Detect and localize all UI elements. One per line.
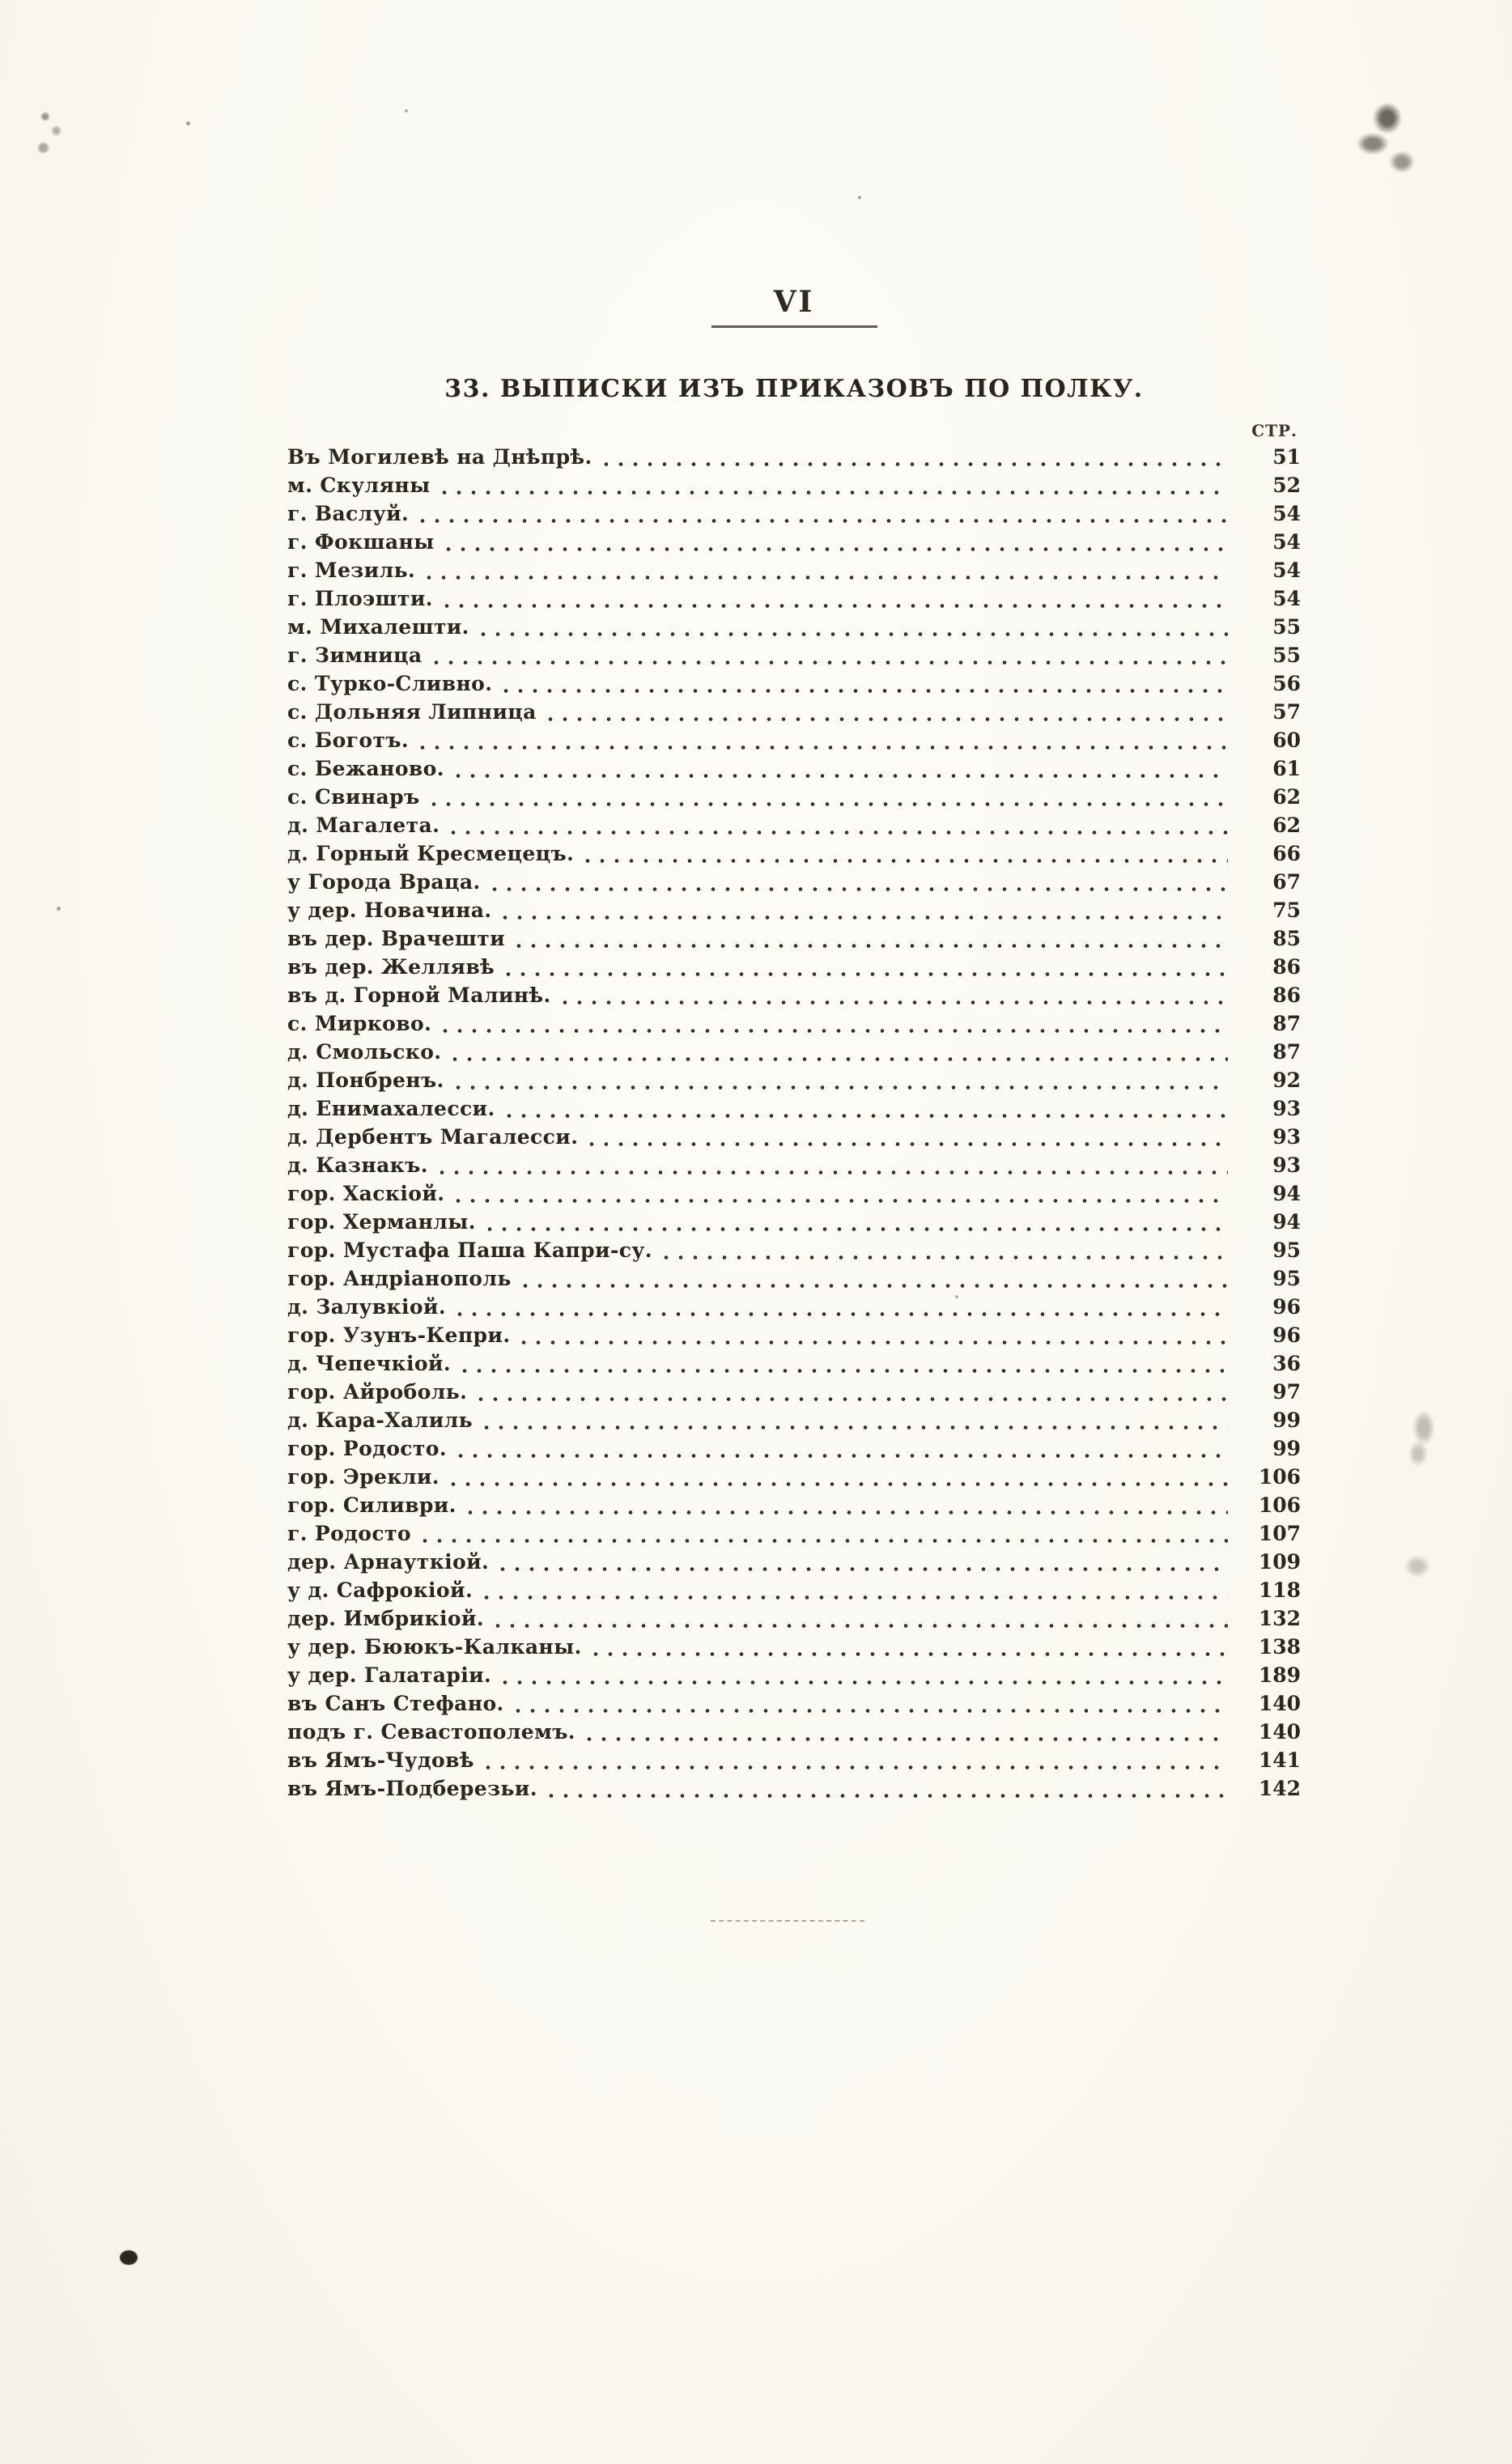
toc-entry-page: 62 bbox=[1272, 785, 1301, 809]
dot-leader bbox=[516, 1709, 1228, 1713]
toc-entry-label: с. Бежаново. bbox=[287, 757, 444, 780]
toc-entry-label: гор. Родосто. bbox=[287, 1437, 447, 1460]
toc-entry-label: въ дер. Врачешти bbox=[287, 927, 506, 950]
toc-row bbox=[287, 1408, 1301, 1437]
toc-row bbox=[287, 1040, 1301, 1068]
toc-row bbox=[287, 1380, 1301, 1408]
toc-entry-label: г. Зимница bbox=[287, 644, 423, 667]
toc-entry-label: въ Ямъ-Чудовѣ bbox=[287, 1748, 474, 1772]
toc-entry-label: дер. Имбрикіой. bbox=[287, 1607, 484, 1630]
dot-leader bbox=[458, 1454, 1228, 1458]
toc-row bbox=[287, 1663, 1301, 1692]
dot-leader bbox=[549, 1794, 1228, 1798]
section-title: 33. ВЫПИСКИ ИЗЪ ПРИКАЗОВЪ ПО ПОЛКУ. bbox=[444, 375, 1144, 403]
toc-entry-page: 61 bbox=[1272, 757, 1301, 780]
page-content bbox=[287, 285, 1301, 1805]
toc-row bbox=[287, 672, 1301, 700]
toc-entry-label: г. Васлуй. bbox=[287, 502, 410, 525]
dot-leader bbox=[484, 1595, 1228, 1599]
toc-entry-label: у д. Сафрокіой. bbox=[287, 1578, 474, 1602]
dot-leader bbox=[486, 1765, 1228, 1769]
toc-entry-page: 66 bbox=[1272, 842, 1301, 865]
toc-entry-label: м. Михалешти. bbox=[287, 615, 469, 639]
toc-row bbox=[287, 530, 1301, 559]
toc-entry-page: 57 bbox=[1272, 700, 1301, 724]
toc-entry-page: 87 bbox=[1272, 1012, 1301, 1035]
dot-leader bbox=[451, 831, 1228, 835]
scan-smudge-top-left bbox=[34, 105, 71, 162]
dot-leader bbox=[481, 632, 1228, 636]
dot-leader bbox=[500, 1567, 1228, 1571]
toc-entry-label: м. Скуляны bbox=[287, 474, 431, 497]
dot-leader bbox=[585, 859, 1228, 863]
toc-row bbox=[287, 1352, 1301, 1380]
scan-ink-dot bbox=[120, 2250, 138, 2265]
dot-leader bbox=[456, 1085, 1228, 1090]
toc-entry-page: 85 bbox=[1272, 927, 1301, 950]
toc-entry-page: 54 bbox=[1272, 587, 1301, 610]
toc-entry-label: д. Горный Кресмецецъ. bbox=[287, 842, 575, 865]
toc-entry-label: Въ Могилевѣ на Днѣпрѣ. bbox=[287, 445, 592, 469]
toc-entry-page: 92 bbox=[1272, 1068, 1301, 1092]
dot-leader bbox=[523, 1284, 1228, 1288]
toc-entry-label: с. Турко-Сливно. bbox=[287, 672, 493, 695]
toc-row bbox=[287, 870, 1301, 899]
toc-row bbox=[287, 1777, 1301, 1805]
toc-entry-label: д. Магалета. bbox=[287, 814, 440, 837]
toc-entry-label: д. Кара-Халиль bbox=[287, 1408, 474, 1432]
toc-row bbox=[287, 700, 1301, 729]
dot-leader bbox=[456, 774, 1228, 778]
toc-row bbox=[287, 1097, 1301, 1125]
dot-leader bbox=[507, 1114, 1228, 1118]
toc-entry-label: въ д. Горной Малинѣ. bbox=[287, 983, 551, 1007]
toc-entry-label: г. Плоэшти. bbox=[287, 587, 433, 610]
scan-speck bbox=[57, 907, 61, 911]
toc-entry-page: 99 bbox=[1272, 1408, 1301, 1432]
toc-entry-label: у Города Враца. bbox=[287, 870, 481, 894]
toc-entry-page: 87 bbox=[1272, 1040, 1301, 1064]
toc-entry-label: с. Боготъ. bbox=[287, 729, 410, 752]
toc-entry-page: 94 bbox=[1272, 1210, 1301, 1234]
toc-entry-page: 118 bbox=[1258, 1578, 1301, 1602]
toc-entry-page: 56 bbox=[1272, 672, 1301, 695]
dot-leader bbox=[468, 1510, 1228, 1515]
toc-row bbox=[287, 1720, 1301, 1748]
scan-smudge-top-right bbox=[1334, 104, 1431, 176]
toc-row bbox=[287, 785, 1301, 814]
dot-leader bbox=[503, 916, 1228, 920]
dot-leader bbox=[456, 1199, 1228, 1203]
toc-row bbox=[287, 1267, 1301, 1295]
dot-leader bbox=[462, 1369, 1228, 1373]
toc-entry-label: гор. Айроболь. bbox=[287, 1380, 468, 1404]
toc-entry-label: д. Смольско. bbox=[287, 1040, 442, 1064]
dot-leader bbox=[604, 462, 1228, 466]
toc-entry-page: 86 bbox=[1272, 983, 1301, 1007]
toc-entry-page: 93 bbox=[1272, 1153, 1301, 1177]
end-rule bbox=[711, 1920, 864, 1922]
toc-entry-label: гор. Силиври. bbox=[287, 1493, 457, 1517]
toc-row bbox=[287, 814, 1301, 842]
toc-entry-label: д. Залувкіой. bbox=[287, 1295, 446, 1319]
toc-entry-page: 51 bbox=[1272, 445, 1301, 469]
toc-row bbox=[287, 559, 1301, 587]
toc-entry-page: 94 bbox=[1272, 1182, 1301, 1205]
toc-row bbox=[287, 899, 1301, 927]
toc-entry-page: 52 bbox=[1272, 474, 1301, 497]
toc-row bbox=[287, 1437, 1301, 1465]
toc-row bbox=[287, 1692, 1301, 1720]
dot-leader bbox=[516, 944, 1228, 948]
dot-leader bbox=[563, 1000, 1228, 1005]
toc-entry-page: 36 bbox=[1272, 1352, 1301, 1375]
toc-row bbox=[287, 644, 1301, 672]
toc-row bbox=[287, 587, 1301, 615]
toc-row bbox=[287, 1238, 1301, 1267]
toc-row bbox=[287, 1522, 1301, 1550]
toc-entry-page: 62 bbox=[1272, 814, 1301, 837]
toc-row bbox=[287, 1068, 1301, 1097]
toc-entry-label: с. Мирково. bbox=[287, 1012, 432, 1035]
toc-entry-page: 55 bbox=[1272, 644, 1301, 667]
toc-entry-page: 97 bbox=[1272, 1380, 1301, 1404]
toc-entry-label: гор. Хаскіой. bbox=[287, 1182, 445, 1205]
toc-entry-label: гор. Узунъ-Кепри. bbox=[287, 1323, 511, 1347]
toc-entry-label: с. Свинаръ bbox=[287, 785, 420, 809]
dot-leader bbox=[423, 1539, 1228, 1543]
toc-entry-label: у дер. Бююкъ-Калканы. bbox=[287, 1635, 582, 1659]
toc-entry-label: г. Мезиль. bbox=[287, 559, 416, 582]
toc-entry-label: подъ г. Севастополемъ. bbox=[287, 1720, 575, 1744]
dot-leader bbox=[451, 1482, 1228, 1486]
toc-entry-page: 93 bbox=[1272, 1125, 1301, 1149]
scan-speck bbox=[858, 196, 861, 199]
toc-entry-page: 54 bbox=[1272, 502, 1301, 525]
page-column-header: СТР. bbox=[1251, 421, 1298, 440]
toc-row bbox=[287, 1550, 1301, 1578]
toc-entry-label: д. Казнакъ. bbox=[287, 1153, 428, 1177]
toc-entry-page: 67 bbox=[1272, 870, 1301, 894]
toc-list bbox=[287, 445, 1301, 1805]
toc-entry-label: гор. Мустафа Паша Капри-су. bbox=[287, 1238, 652, 1262]
toc-row bbox=[287, 1748, 1301, 1777]
scan-smudge-right-mid bbox=[1395, 1408, 1452, 1473]
dot-leader bbox=[593, 1652, 1228, 1656]
toc-entry-page: 54 bbox=[1272, 530, 1301, 554]
toc-entry-page: 96 bbox=[1272, 1295, 1301, 1319]
toc-row bbox=[287, 615, 1301, 644]
toc-row bbox=[287, 1012, 1301, 1040]
dot-leader bbox=[521, 1340, 1228, 1345]
dot-leader bbox=[478, 1397, 1228, 1401]
toc-entry-page: 99 bbox=[1272, 1437, 1301, 1460]
scan-speck bbox=[405, 109, 408, 113]
dot-leader bbox=[484, 1425, 1228, 1430]
toc-entry-page: 96 bbox=[1272, 1323, 1301, 1347]
dot-leader bbox=[589, 1142, 1228, 1146]
toc-entry-page: 140 bbox=[1258, 1692, 1301, 1715]
toc-row bbox=[287, 757, 1301, 785]
toc-entry-label: гор. Эрекли. bbox=[287, 1465, 440, 1489]
toc-row bbox=[287, 983, 1301, 1012]
toc-entry-label: с. Дольняя Липница bbox=[287, 700, 537, 724]
toc-row bbox=[287, 1182, 1301, 1210]
dot-leader bbox=[440, 1170, 1228, 1175]
toc-entry-label: у дер. Новачина. bbox=[287, 899, 492, 922]
toc-entry-label: д. Енимахалесси. bbox=[287, 1097, 495, 1120]
toc-row bbox=[287, 1578, 1301, 1607]
toc-entry-label: гор. Андріанополь bbox=[287, 1267, 512, 1290]
toc-entry-page: 95 bbox=[1272, 1238, 1301, 1262]
toc-entry-label: д. Понбренъ. bbox=[287, 1068, 444, 1092]
dot-leader bbox=[495, 1624, 1228, 1628]
dot-leader bbox=[442, 491, 1228, 495]
dot-leader bbox=[587, 1737, 1228, 1741]
toc-entry-page: 132 bbox=[1258, 1607, 1301, 1630]
toc-entry-label: въ Санъ Стефано. bbox=[287, 1692, 504, 1715]
toc-entry-page: 95 bbox=[1272, 1267, 1301, 1290]
toc-row bbox=[287, 1493, 1301, 1522]
dot-leader bbox=[434, 661, 1228, 665]
toc-entry-page: 75 bbox=[1272, 899, 1301, 922]
page-number: VI bbox=[773, 285, 815, 319]
toc-entry-label: д. Дербентъ Магалесси. bbox=[287, 1125, 579, 1149]
dot-leader bbox=[664, 1255, 1228, 1260]
toc-entry-page: 55 bbox=[1272, 615, 1301, 639]
toc-row bbox=[287, 1125, 1301, 1153]
toc-entry-page: 189 bbox=[1258, 1663, 1301, 1687]
dot-leader bbox=[420, 746, 1228, 750]
dot-leader bbox=[487, 1227, 1228, 1231]
dot-leader bbox=[443, 1029, 1228, 1033]
toc-row bbox=[287, 474, 1301, 502]
toc-entry-label: г. Родосто bbox=[287, 1522, 411, 1545]
toc-entry-page: 86 bbox=[1272, 955, 1301, 979]
toc-entry-page: 138 bbox=[1258, 1635, 1301, 1659]
toc-row bbox=[287, 1153, 1301, 1182]
dot-leader bbox=[444, 604, 1228, 608]
toc-row bbox=[287, 1635, 1301, 1663]
toc-entry-label: д. Чепечкіой. bbox=[287, 1352, 451, 1375]
page-number-rule bbox=[711, 325, 877, 328]
toc-entry-page: 109 bbox=[1258, 1550, 1301, 1574]
dot-leader bbox=[452, 1057, 1228, 1061]
toc-row bbox=[287, 955, 1301, 983]
toc-row bbox=[287, 729, 1301, 757]
toc-entry-page: 93 bbox=[1272, 1097, 1301, 1120]
toc-row bbox=[287, 1210, 1301, 1238]
toc-entry-page: 106 bbox=[1258, 1465, 1301, 1489]
toc-entry-page: 142 bbox=[1258, 1777, 1301, 1800]
toc-row bbox=[287, 927, 1301, 955]
dot-leader bbox=[446, 547, 1228, 551]
toc-row bbox=[287, 1295, 1301, 1323]
toc-entry-label: въ дер. Желлявѣ bbox=[287, 955, 495, 979]
toc-entry-page: 107 bbox=[1258, 1522, 1301, 1545]
scan-speck bbox=[186, 121, 190, 125]
toc-entry-page: 106 bbox=[1258, 1493, 1301, 1517]
toc-entry-page: 140 bbox=[1258, 1720, 1301, 1744]
toc-row bbox=[287, 1323, 1301, 1352]
toc-entry-label: у дер. Галатаріи. bbox=[287, 1663, 492, 1687]
dot-leader bbox=[420, 519, 1228, 523]
toc-row bbox=[287, 842, 1301, 870]
dot-leader bbox=[506, 972, 1228, 976]
toc-entry-page: 60 bbox=[1272, 729, 1301, 752]
toc-row bbox=[287, 502, 1301, 530]
dot-leader bbox=[503, 689, 1228, 693]
dot-leader bbox=[492, 887, 1228, 891]
dot-leader bbox=[548, 717, 1228, 721]
toc-entry-page: 54 bbox=[1272, 559, 1301, 582]
dot-leader bbox=[457, 1312, 1228, 1316]
toc-entry-label: гор. Херманлы. bbox=[287, 1210, 476, 1234]
dot-leader bbox=[427, 576, 1228, 580]
toc-row bbox=[287, 1465, 1301, 1493]
toc-entry-page: 141 bbox=[1258, 1748, 1301, 1772]
toc-row bbox=[287, 1607, 1301, 1635]
toc-row bbox=[287, 445, 1301, 474]
dot-leader bbox=[431, 802, 1228, 806]
toc-entry-label: г. Фокшаны bbox=[287, 530, 435, 554]
toc-entry-label: въ Ямъ-Подберезьи. bbox=[287, 1777, 537, 1800]
toc-entry-label: дер. Арнауткіой. bbox=[287, 1550, 490, 1574]
dot-leader bbox=[503, 1680, 1228, 1684]
scan-smudge-right-low bbox=[1389, 1542, 1446, 1591]
